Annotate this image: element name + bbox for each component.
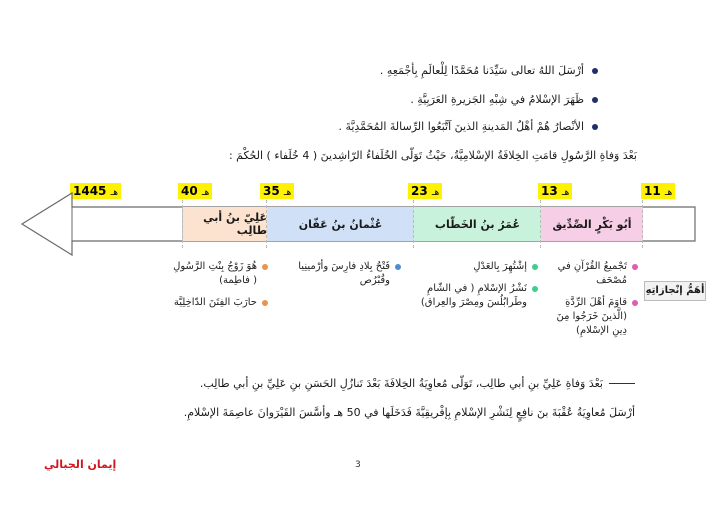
page-number: 3 — [355, 460, 361, 470]
bullet-dot — [632, 264, 638, 270]
achievements-ali — [168, 260, 268, 318]
list-item: قاوَمَ أهْلَ الرِّدَّةِ (الَّذينَ خَرَجُوا مِنَ دِينِ الإسْلامِ) — [540, 296, 638, 338]
segment-umar: عُمَرُ بنُ الخَطّاب — [413, 207, 541, 241]
achievements-uthman — [276, 260, 401, 296]
dash-marker — [609, 383, 635, 384]
segment-ali: عَلِيّ بنُ أبي طالِب — [182, 207, 267, 241]
tick-line — [182, 200, 183, 248]
bullet-dot — [395, 264, 401, 270]
year-badge: 1445 هـ — [70, 183, 121, 199]
bullet-dot — [532, 264, 538, 270]
bullet-dot — [632, 300, 638, 306]
bullet-dot — [262, 264, 268, 270]
intro-line: بَعْدَ وَفاةِ الرَّسُولِ قامَتِ الخِلافَةُ الإسْلامِيَّةُ، حَيْثُ تَوَلّى الخُلَفاءُ الرّاشِدينَ ( 4 خُلَفاء ) الحُكْمَ : — [228, 149, 637, 162]
segment-abubakr: أبُو بَكْرٍ الصِّدِّيق — [540, 207, 643, 241]
tick-line — [540, 200, 541, 248]
list-item: تَجْميعُ القُرْآنِ في مُصْحَف — [540, 260, 638, 288]
author-name: إيمان الجبالي — [44, 458, 117, 471]
bullet-dot — [262, 300, 268, 306]
list-item: هُوَ زَوْجُ بِنْتِ الرَّسُولِ ( فاطِمة) — [168, 260, 268, 288]
year-badge: 23 هـ — [408, 183, 442, 199]
tick-line — [413, 200, 414, 248]
bullet-line-3: الأنْصارُ هُمْ أهْلُ المَدينةِ الذينَ آتَّبَعُوا الرِّسالةَ المُحَمَّدِيَّةَ . — [338, 120, 598, 133]
year-badge: 40 هـ — [178, 183, 212, 199]
uqba-line: أرْسَلَ مُعاوِيَةُ عُقْبَةَ بنَ نافِعٍ لِنَشْرِ الإسْلامِ بِإفْريقِيَّةَ فَدَخَلَها في 50 هـ وأسَّسَ القَيْرَوانَ عاصِمَةَ الإسْلامِ. — [183, 406, 635, 419]
muawiya-line: بَعْدَ وَفاةِ عَلِيِّ بنِ أبي طالِب، تَوَلّى مُعاوِيَةُ الخِلافَةَ بَعْدَ تَنازُلِ الحَسَنِ بنِ عَلِيِّ بنِ أبي طالِب. — [200, 377, 635, 390]
segment-uthman: عُثْمانُ بنُ عَفّان — [266, 207, 414, 241]
year-badge: 13 هـ — [538, 183, 572, 199]
achievements-label: أهَمُّ إنْجازاتِهِ — [644, 281, 706, 301]
list-item: إشْتُهِرَ بِالعَدْلِ — [413, 260, 538, 274]
year-badge: 35 هـ — [260, 183, 294, 199]
achievements-abubakr — [540, 260, 638, 346]
list-item: حارَبَ الفِتَنَ الدّاخِلِيَّة — [168, 296, 268, 310]
list-item: فَتْحُ بِلادِ فارِسَ وأرْمينِيا وقُبْرُص — [276, 260, 401, 288]
achievements-umar — [413, 260, 538, 318]
tick-line — [642, 200, 643, 248]
bullet-line-2: ظَهَرَ الإسْلامُ في شِبْهِ الجَزيرةِ العَرَبِيَّةِ . — [410, 93, 598, 106]
year-badge: 11 هـ — [641, 183, 675, 199]
tick-line — [266, 200, 267, 248]
list-item: نَشْرُ الإسْلامِ ( في الشّامِ وطَرابُلُسَ ومِصْرَ والعِراق) — [413, 282, 538, 310]
bullet-line-1: أرْسَلَ اللهُ تعالى سَيِّدَنا مُحَمَّدًا لِلْعالَمِ بِأجْمَعِهِ . — [380, 64, 598, 77]
bullet-dot — [532, 286, 538, 292]
